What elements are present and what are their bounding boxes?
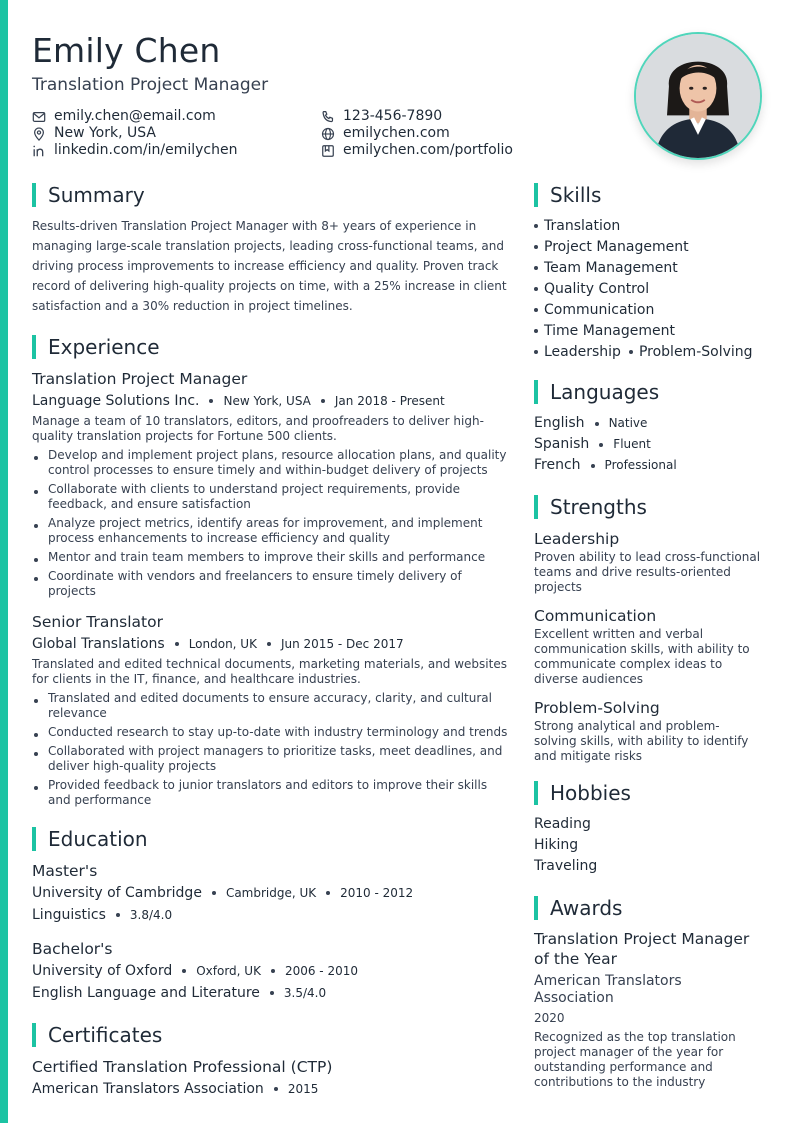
degree: Bachelor's <box>32 940 113 958</box>
award-organization: American Translators Association <box>534 973 682 1006</box>
main-column <box>32 182 510 1112</box>
language-name: English <box>534 415 585 431</box>
heading-accent <box>534 896 538 920</box>
hobby-item: Traveling <box>534 858 598 874</box>
degree: Master's <box>32 862 98 880</box>
separator-dot <box>321 399 325 403</box>
summary-heading <box>32 182 510 208</box>
education-field <box>32 982 510 1004</box>
job-meta <box>32 390 510 412</box>
certificate-issuer: American Translators Association <box>32 1081 264 1097</box>
award-year: 2020 <box>534 1011 565 1025</box>
language-level: Native <box>608 416 648 430</box>
linkedin-text: linkedin.com/in/emilychen <box>54 142 238 158</box>
heading-accent <box>32 335 36 359</box>
company-name: Global Translations <box>32 636 165 652</box>
envelope-icon <box>32 110 46 124</box>
language-level: Fluent <box>613 437 651 451</box>
heading-accent <box>534 380 538 404</box>
education-entry <box>32 938 510 1004</box>
separator-dot <box>599 443 603 447</box>
heading-accent <box>534 781 538 805</box>
award-title: Translation Project Manager of the Year <box>534 930 750 968</box>
job-title: Senior Translator <box>32 613 163 631</box>
hobby-item: Reading <box>534 816 591 832</box>
heading-text: Languages <box>550 380 660 404</box>
language-item <box>534 434 762 455</box>
education-entry <box>32 860 510 926</box>
linkedin-icon <box>32 144 46 158</box>
separator-dot <box>212 891 216 895</box>
education-field <box>32 904 510 926</box>
heading-text: Hobbies <box>550 781 631 805</box>
contact-portfolio[interactable] <box>321 142 513 159</box>
heading-accent <box>534 183 538 207</box>
phone-text: 123-456-7890 <box>343 108 443 124</box>
separator-dot <box>270 991 274 995</box>
award-entry <box>534 929 762 1090</box>
separator-dot <box>209 399 213 403</box>
strength-title: Leadership <box>534 530 620 548</box>
school-location: Oxford, UK <box>196 964 261 978</box>
job-dates: Jun 2015 - Dec 2017 <box>280 637 404 651</box>
school-name: University of Cambridge <box>32 885 202 901</box>
school-name: University of Oxford <box>32 963 173 979</box>
profile-photo <box>634 32 762 160</box>
bullet-item: Develop and implement project plans, resource allocation plans, and quality control processes to ensure timely and within-budget delivery of projects <box>32 448 510 478</box>
gpa: 3.5/4.0 <box>283 986 327 1000</box>
skill-item: Time Management <box>534 321 762 342</box>
separator-dot <box>326 891 330 895</box>
bullet-item: Provided feedback to junior translators and editors to improve their skills and performance <box>32 778 510 808</box>
strength-description: Proven ability to lead cross-functional teams and drive results-oriented projects <box>534 550 761 594</box>
strengths-list <box>534 528 762 764</box>
location-pin-icon <box>32 127 46 141</box>
job-location: London, UK <box>188 637 257 651</box>
contact-phone[interactable] <box>321 108 442 125</box>
certificate-entry <box>32 1056 510 1100</box>
heading-text: Awards <box>550 896 623 920</box>
side-column <box>534 182 762 1090</box>
job-dates: Jan 2018 - Present <box>334 394 445 408</box>
job-entry <box>32 368 510 599</box>
education-dates: 2010 - 2012 <box>340 886 414 900</box>
bullet-item: Mentor and train team members to improve their skills and performance <box>32 550 510 565</box>
hobbies-list <box>534 814 762 877</box>
skill-item: Translation <box>534 216 762 237</box>
accent-bar <box>0 0 8 1123</box>
skill-item: Leadership Problem-Solving <box>534 342 762 363</box>
bullet-item: Coordinate with vendors and freelancers to ensure timely delivery of projects <box>32 569 510 599</box>
bullet-item: Collaborate with clients to understand project requirements, provide feedback, and ensure satisfaction <box>32 482 510 512</box>
bullet-item: Analyze project metrics, identify areas for improvement, and implement process enhancements to increase efficiency and quality <box>32 516 510 546</box>
candidate-name: Emily Chen <box>32 31 221 70</box>
certificate-year: 2015 <box>287 1082 319 1096</box>
portfolio-text: emilychen.com/portfolio <box>343 142 513 158</box>
gpa: 3.8/4.0 <box>129 908 173 922</box>
language-item <box>534 455 762 476</box>
globe-icon <box>321 127 335 141</box>
bullet-item: Translated and edited documents to ensure accuracy, clarity, and cultural relevance <box>32 691 510 721</box>
strength-description: Strong analytical and problem-solving skills, with ability to identify and mitigate risks <box>534 719 749 763</box>
email-text: emily.chen@email.com <box>54 108 216 124</box>
heading-text: Strengths <box>550 495 647 519</box>
job-title: Translation Project Manager <box>32 370 248 388</box>
bullet-item: Conducted research to stay up-to-date with industry terminology and trends <box>32 725 510 740</box>
bullet-item: Collaborated with project managers to prioritize tasks, meet deadlines, and deliver high-quality projects <box>32 744 510 774</box>
skills-heading <box>534 182 762 208</box>
job-bullets <box>32 691 510 808</box>
heading-text: Education <box>48 827 148 851</box>
job-description: Translated and edited technical documents, marketing materials, and websites for clients in the IT, finance, and healthcare industries. <box>32 657 507 686</box>
website-text: emilychen.com <box>343 125 450 141</box>
heading-text: Summary <box>48 183 145 207</box>
field-of-study: Linguistics <box>32 907 106 923</box>
language-name: Spanish <box>534 436 590 452</box>
strength-title: Problem-Solving <box>534 699 660 717</box>
language-name: French <box>534 457 581 473</box>
languages-list <box>534 413 762 476</box>
heading-accent <box>534 495 538 519</box>
location-text: New York, USA <box>54 125 156 141</box>
education-dates: 2006 - 2010 <box>284 964 358 978</box>
skill-item: Team Management <box>534 258 762 279</box>
separator-dot <box>595 422 599 426</box>
resume-header <box>32 30 592 96</box>
heading-accent <box>32 1023 36 1047</box>
language-level: Professional <box>604 458 677 472</box>
skill-item: Communication <box>534 300 762 321</box>
heading-accent <box>32 827 36 851</box>
heading-text: Experience <box>48 335 160 359</box>
education-heading <box>32 826 510 852</box>
skill-item: Project Management <box>534 237 762 258</box>
separator-dot <box>271 969 275 973</box>
certificates-heading <box>32 1022 510 1048</box>
portrait-illustration <box>636 34 760 158</box>
hobby-item: Hiking <box>534 837 579 853</box>
separator-dot <box>267 642 271 646</box>
awards-heading <box>534 895 762 921</box>
separator-dot <box>591 464 595 468</box>
contact-location <box>32 125 156 142</box>
strengths-heading <box>534 494 762 520</box>
candidate-title: Translation Project Manager <box>32 75 269 95</box>
heading-accent <box>32 183 36 207</box>
company-name: Language Solutions Inc. <box>32 393 200 409</box>
heading-text: Certificates <box>48 1023 163 1047</box>
hobbies-heading <box>534 780 762 806</box>
job-bullets <box>32 448 510 599</box>
skills-list <box>534 216 762 363</box>
bookmark-icon <box>321 144 335 158</box>
language-item <box>534 413 762 434</box>
education-meta <box>32 960 510 982</box>
education-meta <box>32 882 510 904</box>
phone-icon <box>321 110 335 124</box>
job-entry <box>32 611 510 808</box>
separator-dot <box>116 913 120 917</box>
job-meta <box>32 633 510 655</box>
school-location: Cambridge, UK <box>225 886 317 900</box>
languages-heading <box>534 379 762 405</box>
heading-text: Skills <box>550 183 602 207</box>
separator-dot <box>182 969 186 973</box>
contact-website[interactable] <box>321 125 450 142</box>
contact-email[interactable] <box>32 108 216 125</box>
certificate-name: Certified Translation Professional (CTP) <box>32 1058 333 1076</box>
field-of-study: English Language and Literature <box>32 985 260 1001</box>
separator-dot <box>274 1087 278 1091</box>
job-location: New York, USA <box>223 394 311 408</box>
strength-title: Communication <box>534 607 657 625</box>
certificate-meta <box>32 1078 510 1100</box>
strength-description: Excellent written and verbal communication skills, with ability to communicate complex ideas to diverse audiences <box>534 627 750 686</box>
contact-linkedin[interactable] <box>32 142 237 159</box>
job-description: Manage a team of 10 translators, editors, and proofreaders to deliver high-quality translation projects for Fortune 500 clients. <box>32 414 484 443</box>
skill-item: Quality Control <box>534 279 762 300</box>
summary-text: Results-driven Translation Project Manager with 8+ years of experience in managing large-scale translation projects, leading cross-functional teams, and driving process improvements to increase efficiency and quality. Proven track record of delivering high-quality projects on time, with a 25% increase in client satisfaction and a 30% reduction in project timelines. <box>32 219 507 313</box>
award-description: Recognized as the top translation project manager of the year for outstanding performance and contributions to the industry <box>534 1030 736 1089</box>
separator-dot <box>175 642 179 646</box>
experience-heading <box>32 334 510 360</box>
